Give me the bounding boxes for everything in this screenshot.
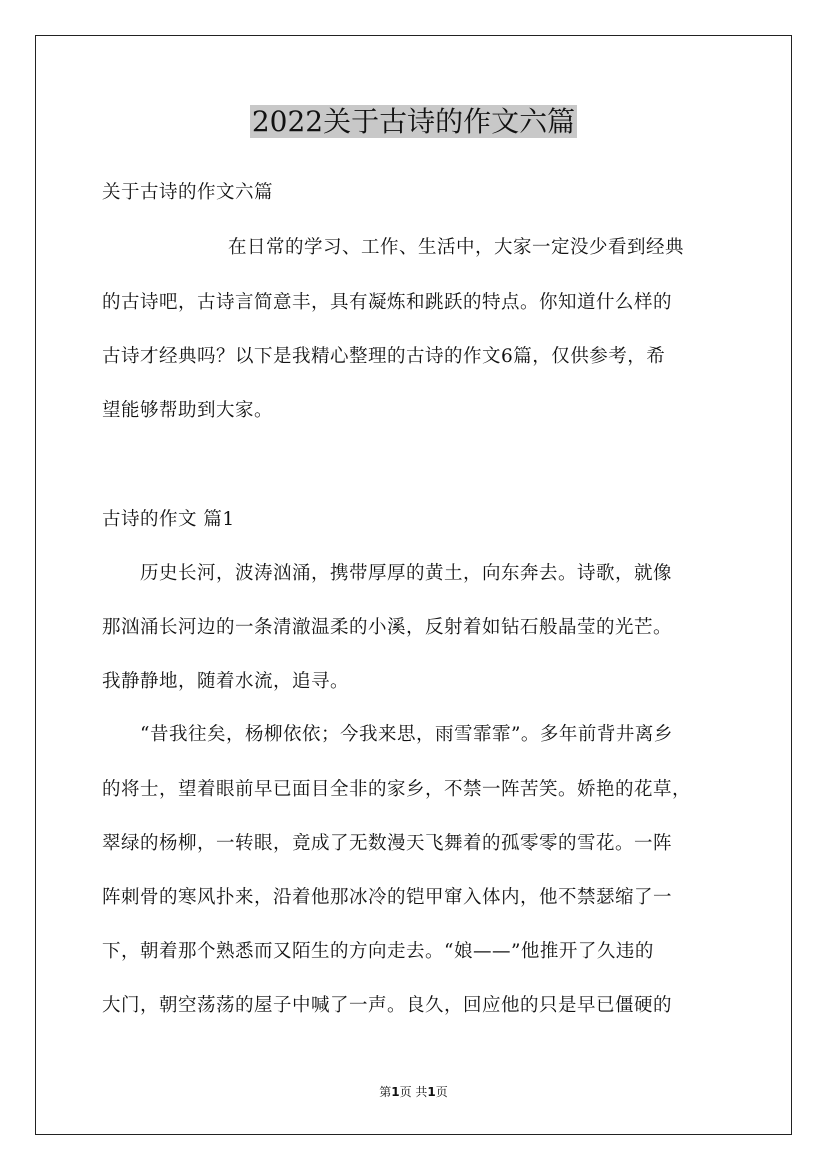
paragraph-line: “昔我往矣，杨柳依依；今我来思，雨雪霏霏”。多年前背井离乡 [140,724,673,745]
paragraph-line: 阵刺骨的寒风扑来，沿着他那冰冷的铠甲窜入体内，他不禁瑟缩了一 [102,887,673,908]
footer-page-number: 1 [391,1085,400,1099]
paragraph-line: 的将士，望着眼前早已面目全非的家乡，不禁一阵苦笑。娇艳的花草， [102,779,692,800]
document-title-wrap [0,98,827,146]
paragraph-line: 大门，朝空荡荡的屋子中喊了一声。良久，回应他的只是早已僵硬的 [102,995,673,1016]
paragraph-line: 那汹涌长河边的一条清澈温柔的小溪，反射着如钻石般晶莹的光芒。 [102,617,673,638]
footer-total-suffix: 页 [435,1085,448,1099]
footer-page-prefix: 第 [379,1085,392,1099]
section-heading: 古诗的作文 篇1 [102,509,235,530]
footer-total-pages: 1 [427,1085,436,1099]
footer-page-suffix: 页 共 [399,1085,428,1099]
paragraph-line: 的古诗吧，古诗言简意丰，具有凝炼和跳跃的特点。你知道什么样的 [102,292,673,313]
intro-heading: 关于古诗的作文六篇 [102,182,274,203]
paragraph-line: 翠绿的杨柳，一转眼，竟成了无数漫天飞舞着的孤零零的雪花。一阵 [102,833,673,854]
page-footer [0,1083,827,1100]
paragraph-line: 我静静地，随着水流，追寻。 [102,671,350,692]
paragraph-line: 下，朝着那个熟悉而又陌生的方向走去。“娘——”他推开了久违的 [102,941,654,962]
paragraph-line: 古诗才经典吗？以下是我精心整理的古诗的作文6篇，仅供参考，希 [102,346,666,367]
document-title: 2022关于古诗的作文六篇 [251,105,576,138]
paragraph-line: 在日常的学习、工作、生活中，大家一定没少看到经典 [228,237,685,258]
paragraph-line: 望能够帮助到大家。 [102,400,274,421]
paragraph-line: 历史长河，波涛汹涌，携带厚厚的黄土，向东奔去。诗歌，就像 [140,563,673,584]
